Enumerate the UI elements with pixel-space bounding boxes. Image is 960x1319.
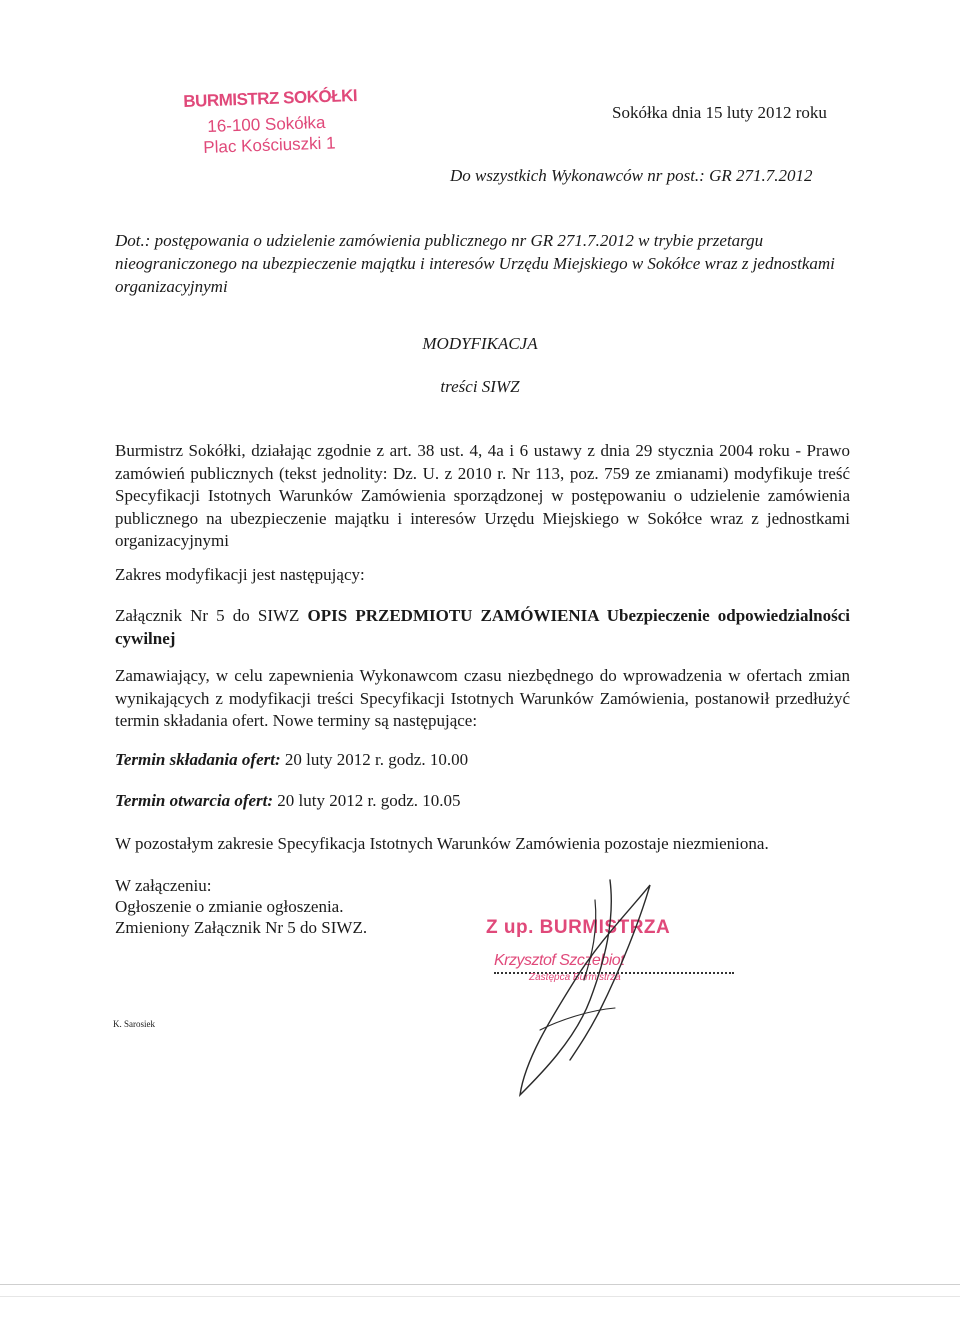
scan-edge-line [0, 1284, 960, 1285]
opening-value: 20 luty 2012 r. godz. 10.05 [273, 791, 461, 810]
document-subtitle: treści SIWZ [440, 377, 520, 396]
attachments-heading: W załączeniu: [115, 876, 212, 895]
scope-paragraph: Zakres modyfikacji jest następujący: [115, 565, 365, 584]
document-title: MODYFIKACJA [422, 334, 538, 353]
stamp-address: Plac Kościuszki 1 [203, 133, 336, 157]
signature-stamp-name: Krzysztof Szczebiot [494, 952, 625, 969]
deadline-label: Termin składania ofert: [115, 750, 281, 769]
annex-subject: Ubezpieczenie odpowiedzialności cywilnej [115, 606, 851, 648]
attachment-item: Ogłoszenie o zmianie ogłoszenia. [115, 897, 344, 916]
annex-title: OPIS PRZEDMIOTU ZAMÓWIENIA [307, 606, 599, 625]
opening-label: Termin otwarcia ofert: [115, 791, 274, 810]
subject-line: Dot.: postępowania o udzielenie zamówienia publicznego nr GR 271.7.2012 w trybie przetargu nieograniczonego na ubezpieczenie majątku i interesów Urzędu Miejskiego w Sokółce wraz z jednostkami organizacyjnymi [115, 231, 835, 296]
deadline-line [115, 749, 850, 772]
annex-paragraph [115, 605, 850, 650]
deadline-value: 20 luty 2012 r. godz. 10.00 [280, 750, 469, 769]
author-initials: K. Sarosiek [113, 1019, 155, 1029]
date-line: Sokółka dnia 15 luty 2012 roku [612, 103, 827, 122]
recipients-line: Do wszystkich Wykonawców nr post.: GR 271.7.2012 [450, 166, 813, 185]
rest-paragraph: W pozostałym zakresie Specyfikacja Istotnych Warunków Zamówienia pozostaje niezmieniona. [115, 834, 769, 853]
attachment-item: Zmieniony Załącznik Nr 5 do SIWZ. [115, 918, 368, 937]
signature-stamp-role: Zastępca Burmistrza [529, 972, 621, 983]
decision-paragraph: Zamawiający, w celu zapewnienia Wykonawcom czasu niezbędnego do wprowadzenia w ofertach zmian wynikających z modyfikacji treści Specyfikacji Istotnych Warunków Zamówienia, postanowił przedłużyć termin składania ofert. Nowe terminy są następujące: [115, 666, 850, 730]
signature-stamp-authority: Z up. BURMISTRZA [486, 917, 671, 938]
stamp-postal-code: 16-100 Sokółka [207, 112, 326, 136]
opening-line [115, 790, 850, 813]
handwritten-signature [480, 860, 700, 1100]
scan-edge-line [0, 1296, 960, 1297]
stamp-office-name: BURMISTRZ SOKÓŁKI [183, 85, 358, 111]
intro-paragraph: Burmistrz Sokółki, działając zgodnie z art. 38 ust. 4, 4a i 6 ustawy z dnia 29 stycznia 2004 roku - Prawo zamówień publicznych (tekst jednolity: Dz. U. z 2010 r. Nr 113, poz. 759 ze zmianami) modyfikuje treść Specyfikacji Istotnych Warunków Zamówienia sporządzonej w postępowaniu o udzielenie zamówienia publicznego na ubezpieczenie majątku i interesów Urzędu Miejskiego w Sokółce wraz z jednostkami organizacyjnymi [115, 441, 850, 550]
annex-prefix: Załącznik Nr 5 do SIWZ [115, 606, 308, 625]
